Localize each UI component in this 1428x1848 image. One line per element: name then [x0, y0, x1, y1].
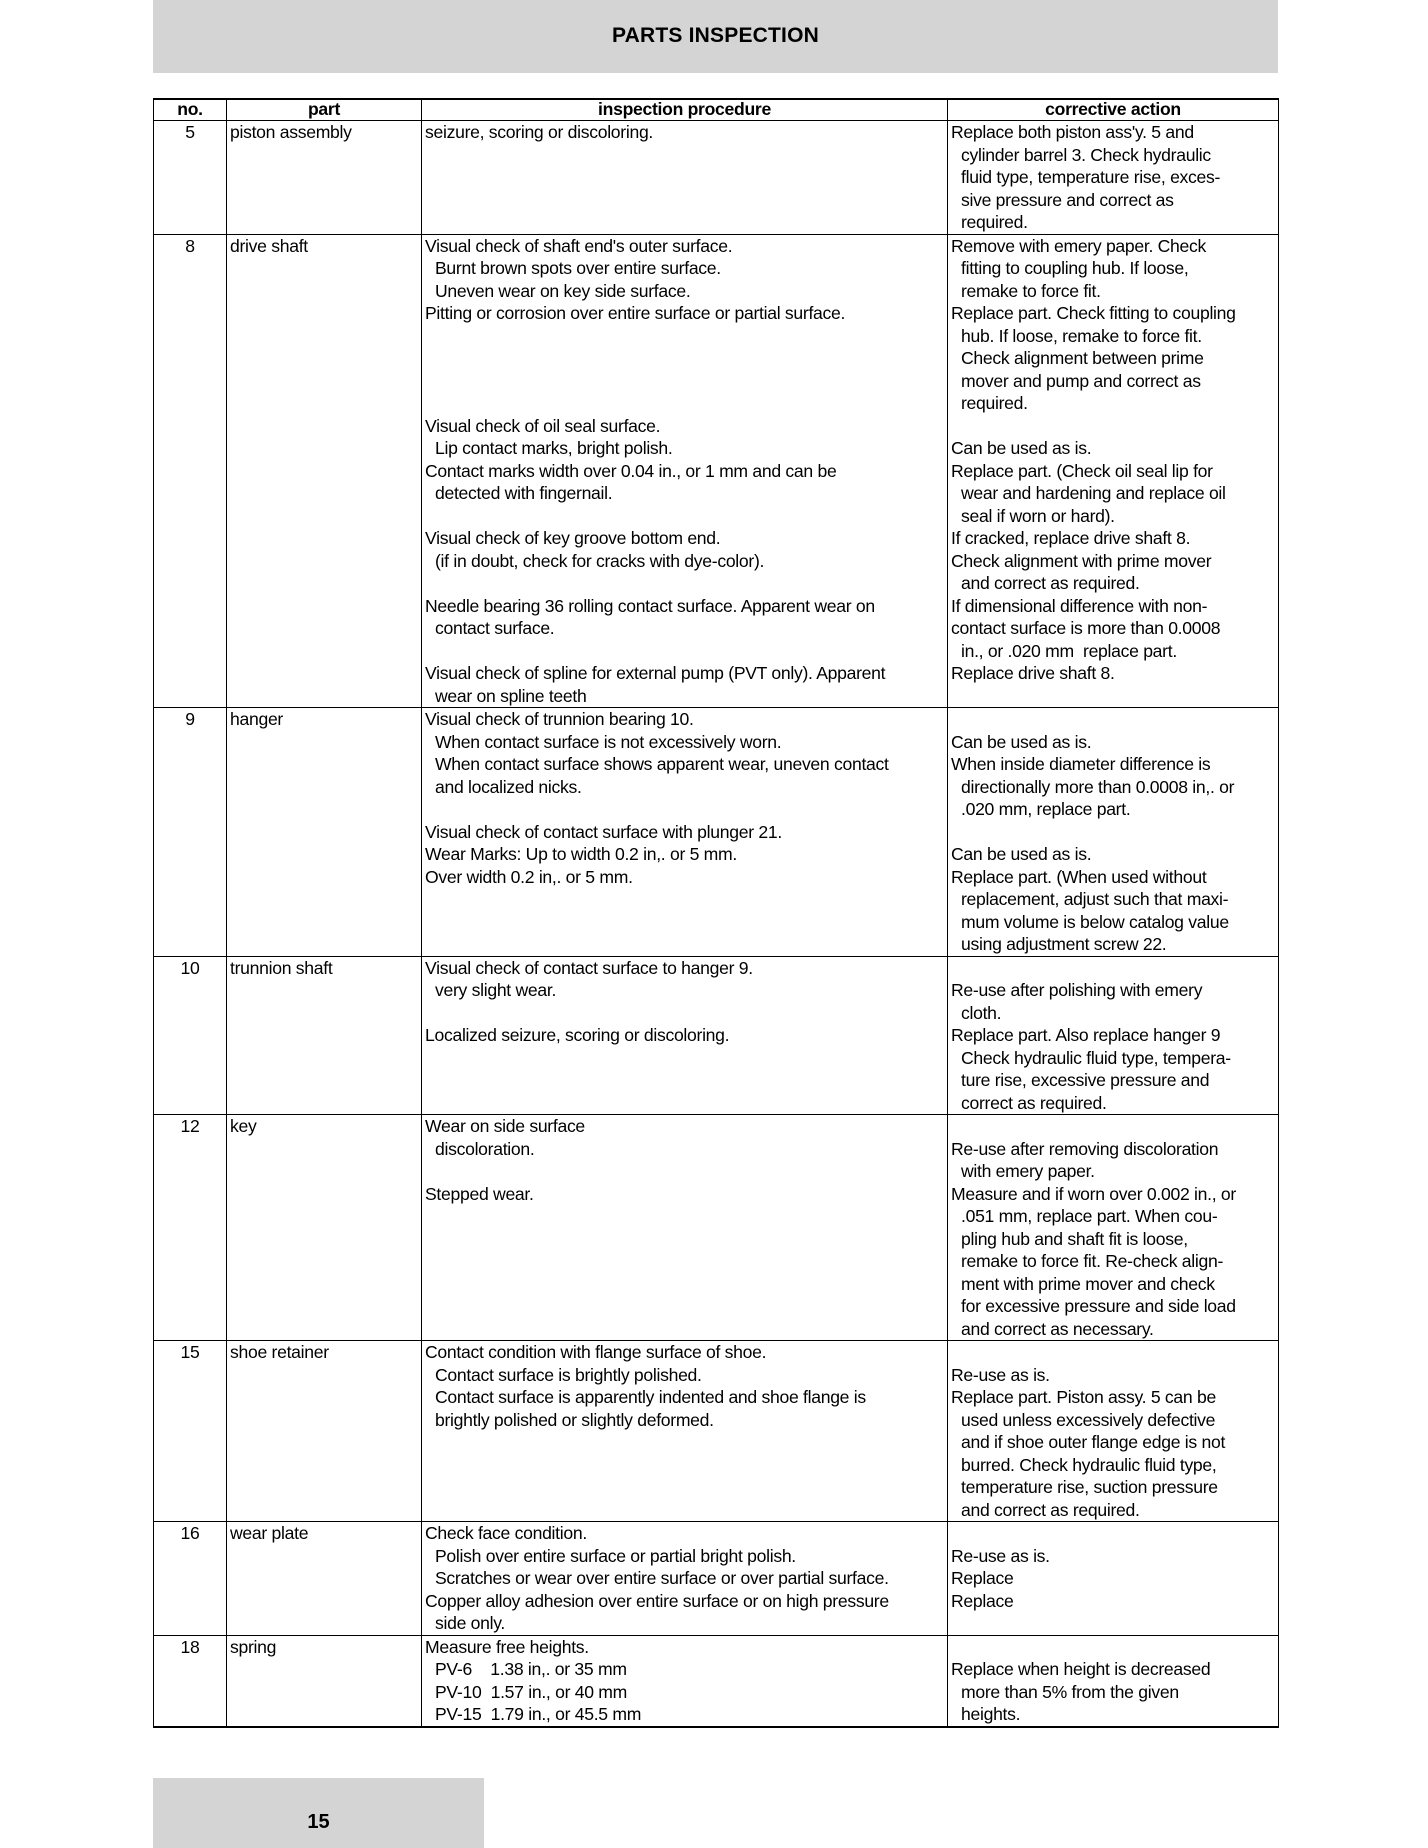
- procedure-line: wear on spline teeth: [435, 685, 587, 706]
- page-title: PARTS INSPECTION: [612, 24, 819, 47]
- action-line: cloth.: [961, 1002, 1002, 1023]
- action-line: remake to force fit.: [961, 280, 1101, 301]
- table-row: [154, 234, 1279, 708]
- cell-corrective-action: [948, 708, 1279, 957]
- action-line: .051 mm, replace part. When cou-: [961, 1206, 1218, 1226]
- procedure-line: very slight wear.: [435, 980, 557, 1000]
- action-line: mover and pump and correct as: [961, 370, 1201, 391]
- procedure-line: Measure free heights.: [425, 1636, 589, 1657]
- cell-no: 9: [154, 708, 227, 957]
- procedure-line: Lip contact marks, bright polish.: [435, 438, 673, 458]
- action-line: .020 mm, replace part.: [961, 799, 1131, 819]
- procedure-line: Visual check of contact surface with plunger 21.: [425, 821, 782, 842]
- action-line: correct as required.: [961, 1092, 1107, 1113]
- action-line: Replace part. Check fitting to coupling: [951, 303, 1236, 323]
- header-bar: [153, 0, 1278, 73]
- table-row: [154, 1635, 1279, 1727]
- cell-part: hanger: [227, 708, 422, 957]
- action-line: Can be used as is.: [951, 438, 1092, 458]
- procedure-line: Scratches or wear over entire surface or over partial surface.: [435, 1568, 889, 1588]
- procedure-line: discoloration.: [435, 1138, 535, 1159]
- procedure-line: [425, 505, 947, 528]
- procedure-line: Visual check of shaft end's outer surface.: [425, 235, 733, 256]
- action-line: required.: [961, 393, 1028, 413]
- cell-inspection-procedure: [422, 121, 948, 235]
- action-line: burred. Check hydraulic fluid type,: [961, 1454, 1217, 1475]
- procedure-line: Contact surface is brightly polished.: [435, 1364, 702, 1385]
- table-row: [154, 1115, 1279, 1341]
- procedure-line: Check face condition.: [425, 1523, 587, 1543]
- action-line: [951, 415, 1278, 438]
- action-line: Can be used as is.: [951, 731, 1092, 752]
- procedure-line: Burnt brown spots over entire surface.: [435, 258, 721, 278]
- cell-no: 12: [154, 1115, 227, 1341]
- action-line: cylinder barrel 3. Check hydraulic: [961, 144, 1211, 165]
- procedure-line: Pitting or corrosion over entire surface or partial surface.: [425, 303, 846, 323]
- cell-part: spring: [227, 1635, 422, 1727]
- column-header-part: part: [227, 99, 422, 121]
- action-line: Replace: [951, 1590, 1014, 1611]
- cell-no: 8: [154, 234, 227, 708]
- action-line: mum volume is below catalog value: [961, 911, 1229, 932]
- action-line: fitting to coupling hub. If loose,: [961, 258, 1189, 278]
- action-line: Check alignment between prime: [961, 348, 1204, 368]
- procedure-line: Copper alloy adhesion over entire surface or on high pressure: [425, 1590, 889, 1611]
- table-row: [154, 1522, 1279, 1636]
- cell-part: drive shaft: [227, 234, 422, 708]
- procedure-line: Contact condition with flange surface of shoe.: [425, 1342, 767, 1362]
- procedure-line: Wear Marks: Up to width 0.2 in,. or 5 mm.: [425, 844, 737, 864]
- procedure-line: [425, 1160, 947, 1183]
- procedure-line: Visual check of contact surface to hanger 9.: [425, 957, 753, 978]
- action-line: Remove with emery paper. Check: [951, 235, 1207, 256]
- procedure-line: PV-15 1.79 in., or 45.5 mm: [435, 1704, 642, 1724]
- action-line: contact surface is more than 0.0008: [951, 618, 1221, 638]
- cell-corrective-action: [948, 121, 1279, 235]
- action-line: [951, 957, 1278, 980]
- action-line: more than 5% from the given: [961, 1681, 1179, 1702]
- action-line: [951, 821, 1278, 844]
- procedure-line: Visual check of trunnion bearing 10.: [425, 709, 694, 729]
- procedure-line: PV-10 1.57 in., or 40 mm: [435, 1681, 627, 1702]
- action-line: pling hub and shaft fit is loose,: [961, 1228, 1188, 1249]
- action-line: replacement, adjust such that maxi-: [961, 889, 1229, 909]
- action-line: sive pressure and correct as: [961, 189, 1174, 210]
- procedure-line: contact surface.: [435, 618, 555, 638]
- action-line: Replace part. Piston assy. 5 can be: [951, 1387, 1216, 1407]
- table-header-row: [154, 99, 1279, 121]
- column-header-no: no.: [154, 99, 227, 121]
- cell-inspection-procedure: [422, 956, 948, 1115]
- procedure-line: [425, 347, 947, 370]
- cell-corrective-action: [948, 1522, 1279, 1636]
- action-line: for excessive pressure and side load: [961, 1296, 1236, 1316]
- action-line: If dimensional difference with non-: [951, 595, 1208, 616]
- action-line: Replace part. (When used without: [951, 866, 1207, 887]
- table-row: [154, 121, 1279, 235]
- column-header-corrective-action: corrective action: [948, 99, 1279, 121]
- cell-no: 15: [154, 1341, 227, 1522]
- action-line: [951, 1341, 1278, 1364]
- action-line: heights.: [961, 1704, 1021, 1724]
- action-line: Replace: [951, 1568, 1014, 1588]
- action-line: seal if worn or hard).: [961, 505, 1115, 526]
- action-line: and if shoe outer flange edge is not: [961, 1432, 1226, 1452]
- action-line: in., or .020 mm replace part.: [961, 640, 1177, 661]
- procedure-line: Visual check of oil seal surface.: [425, 415, 661, 436]
- action-line: Measure and if worn over 0.002 in., or: [951, 1183, 1236, 1204]
- cell-part: key: [227, 1115, 422, 1341]
- procedure-line: Over width 0.2 in,. or 5 mm.: [425, 866, 633, 887]
- procedure-line: [425, 392, 947, 415]
- parts-inspection-table: [153, 98, 1279, 1728]
- procedure-line: seizure, scoring or discoloring.: [425, 122, 654, 142]
- action-line: Replace when height is decreased: [951, 1659, 1211, 1679]
- procedure-line: [425, 572, 947, 595]
- action-line: temperature rise, suction pressure: [961, 1477, 1218, 1497]
- procedure-line: [425, 370, 947, 393]
- action-line: wear and hardening and replace oil: [961, 483, 1226, 503]
- action-line: Replace part. (Check oil seal lip for: [951, 460, 1213, 481]
- action-line: Replace both piston ass'y. 5 and: [951, 122, 1194, 142]
- procedure-line: Visual check of spline for external pump (PVT only). Apparent: [425, 663, 886, 683]
- action-line: Re-use after removing discoloration: [951, 1138, 1219, 1159]
- cell-part: trunnion shaft: [227, 956, 422, 1115]
- action-line: remake to force fit. Re-check align-: [961, 1251, 1224, 1271]
- table-body: [154, 121, 1279, 1727]
- action-line: with emery paper.: [961, 1161, 1095, 1181]
- action-line: Can be used as is.: [951, 844, 1092, 864]
- procedure-line: and localized nicks.: [435, 776, 582, 797]
- action-line: and correct as required.: [961, 1499, 1140, 1520]
- procedure-line: Wear on side surface: [425, 1116, 585, 1136]
- cell-no: 16: [154, 1522, 227, 1636]
- procedure-line: When contact surface is not excessively worn.: [435, 731, 782, 752]
- cell-corrective-action: [948, 1115, 1279, 1341]
- cell-part: wear plate: [227, 1522, 422, 1636]
- action-line: and correct as necessary.: [961, 1318, 1154, 1339]
- action-line: When inside diameter difference is: [951, 754, 1211, 774]
- action-line: fluid type, temperature rise, exces-: [961, 167, 1221, 187]
- action-line: using adjustment screw 22.: [961, 934, 1167, 954]
- procedure-line: Polish over entire surface or partial bright polish.: [435, 1545, 796, 1566]
- procedure-line: [425, 325, 947, 348]
- footer-bar: [153, 1778, 484, 1848]
- action-line: Re-use as is.: [951, 1545, 1050, 1566]
- procedure-line: side only.: [435, 1613, 506, 1633]
- page-number: 15: [307, 1811, 330, 1833]
- column-header-inspection-procedure: inspection procedure: [422, 99, 948, 121]
- procedure-line: Visual check of key groove bottom end.: [425, 528, 721, 548]
- action-line: hub. If loose, remake to force fit.: [961, 325, 1202, 346]
- action-line: Replace drive shaft 8.: [951, 663, 1115, 683]
- cell-part: shoe retainer: [227, 1341, 422, 1522]
- cell-inspection-procedure: [422, 708, 948, 957]
- action-line: directionally more than 0.0008 in,. or: [961, 776, 1235, 797]
- action-line: required.: [961, 212, 1028, 232]
- cell-inspection-procedure: [422, 1341, 948, 1522]
- procedure-line: Localized seizure, scoring or discoloring.: [425, 1025, 730, 1045]
- procedure-line: [425, 1002, 947, 1025]
- action-line: and correct as required.: [961, 573, 1140, 593]
- action-line: [951, 1522, 1278, 1545]
- action-line: Check hydraulic fluid type, tempera-: [961, 1047, 1231, 1068]
- cell-no: 5: [154, 121, 227, 235]
- table-row: [154, 956, 1279, 1115]
- action-line: If cracked, replace drive shaft 8.: [951, 528, 1191, 548]
- cell-corrective-action: [948, 234, 1279, 708]
- procedure-line: Needle bearing 36 rolling contact surface. Apparent wear on: [425, 595, 875, 616]
- procedure-line: Stepped wear.: [425, 1183, 534, 1204]
- procedure-line: brightly polished or slightly deformed.: [435, 1409, 714, 1430]
- cell-part: piston assembly: [227, 121, 422, 235]
- cell-no: 10: [154, 956, 227, 1115]
- cell-no: 18: [154, 1635, 227, 1727]
- procedure-line: Uneven wear on key side surface.: [435, 280, 691, 301]
- procedure-line: (if in doubt, check for cracks with dye-color).: [435, 550, 765, 571]
- cell-inspection-procedure: [422, 234, 948, 708]
- procedure-line: detected with fingernail.: [435, 483, 613, 503]
- action-line: ture rise, excessive pressure and: [961, 1070, 1210, 1090]
- procedure-line: Contact marks width over 0.04 in., or 1 mm and can be: [425, 460, 837, 481]
- action-line: [951, 708, 1278, 731]
- table-row: [154, 1341, 1279, 1522]
- procedure-line: Contact surface is apparently indented and shoe flange is: [435, 1387, 866, 1407]
- cell-inspection-procedure: [422, 1522, 948, 1636]
- table-row: [154, 708, 1279, 957]
- action-line: Replace part. Also replace hanger 9: [951, 1025, 1221, 1045]
- procedure-line: [425, 640, 947, 663]
- action-line: Re-use as is.: [951, 1364, 1050, 1385]
- procedure-line: PV-6 1.38 in,. or 35 mm: [435, 1659, 627, 1679]
- action-line: Check alignment with prime mover: [951, 550, 1212, 571]
- cell-corrective-action: [948, 1341, 1279, 1522]
- procedure-line: When contact surface shows apparent wear, uneven contact: [435, 754, 889, 774]
- cell-corrective-action: [948, 956, 1279, 1115]
- cell-corrective-action: [948, 1635, 1279, 1727]
- cell-inspection-procedure: [422, 1635, 948, 1727]
- action-line: used unless excessively defective: [961, 1409, 1216, 1430]
- action-line: [951, 1115, 1278, 1138]
- action-line: Re-use after polishing with emery: [951, 980, 1203, 1000]
- cell-inspection-procedure: [422, 1115, 948, 1341]
- action-line: ment with prime mover and check: [961, 1273, 1215, 1294]
- action-line: [951, 1636, 1278, 1659]
- procedure-line: [425, 798, 947, 821]
